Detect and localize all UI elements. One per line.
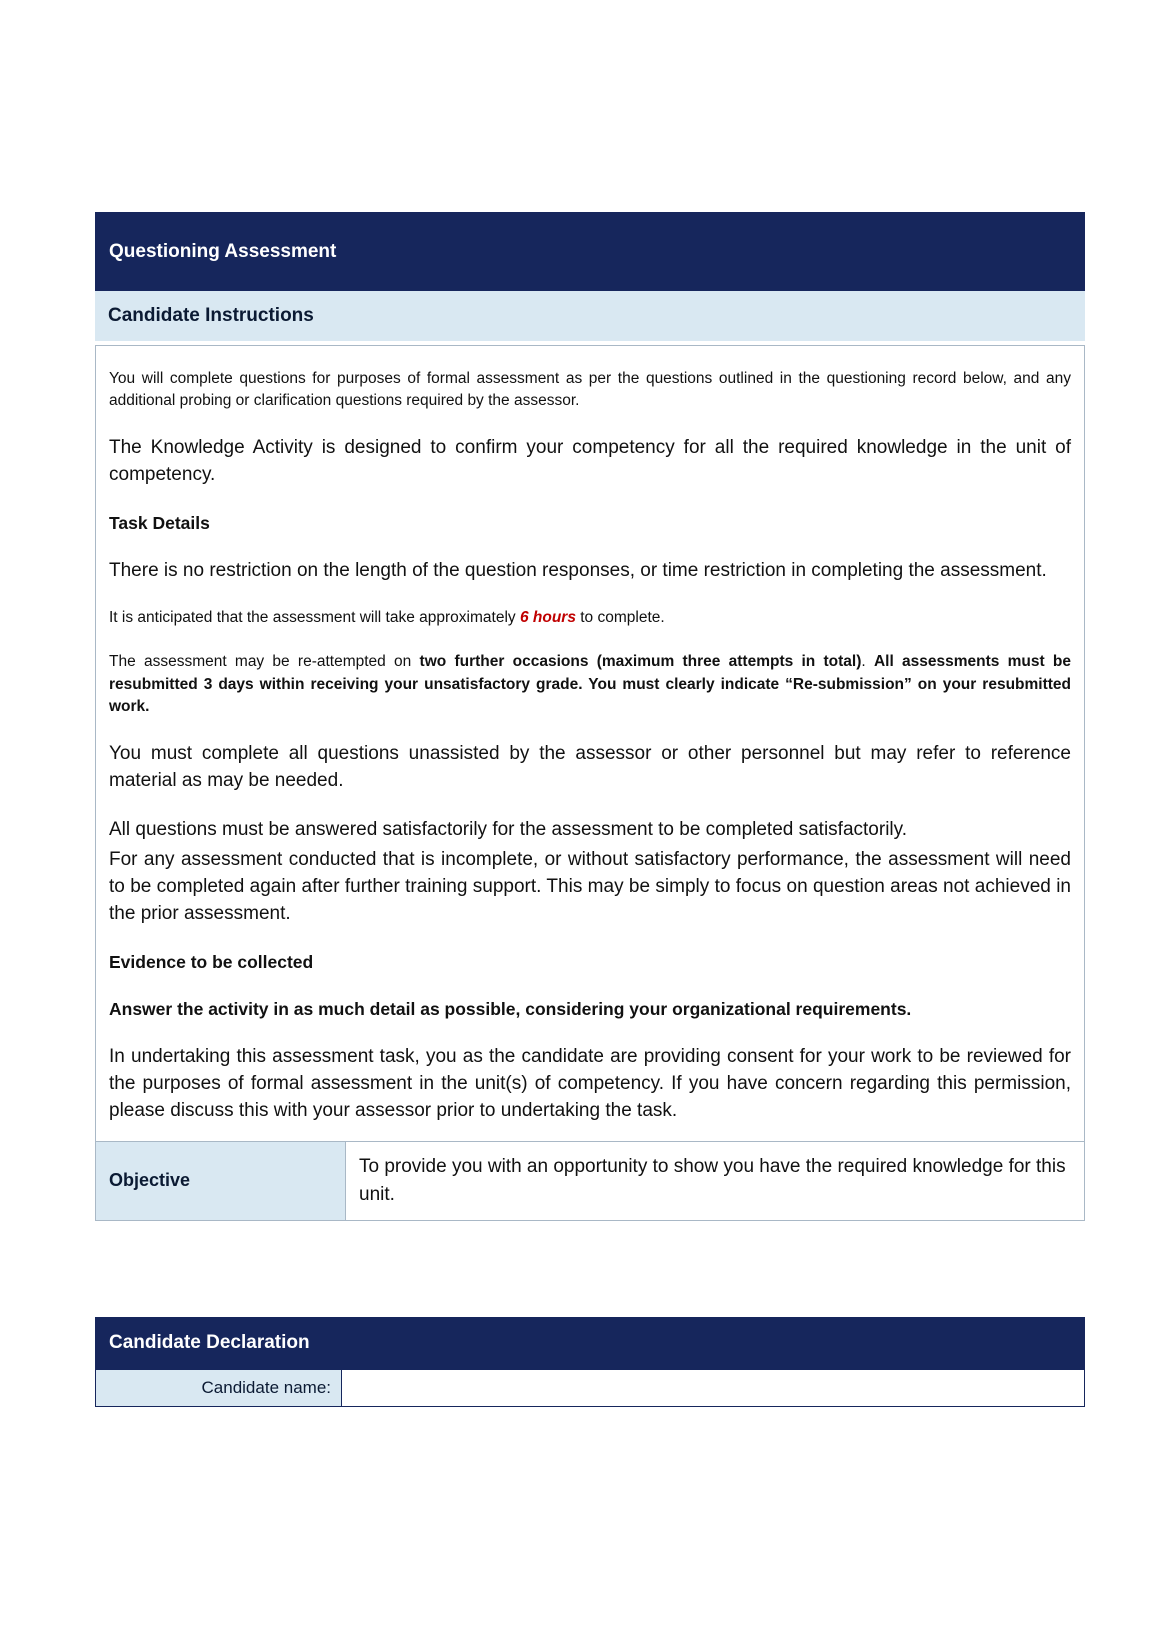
questioning-assessment-header: [95, 212, 1085, 291]
assessment-document: [95, 212, 1085, 1407]
objective-label-cell: [96, 1142, 346, 1220]
candidate-name-label: Candidate name:: [201, 1377, 331, 1397]
objective-row: [95, 1142, 1085, 1221]
questioning-assessment-title: Questioning Assessment: [109, 240, 337, 262]
instructions-paragraph-unassisted: You must complete all questions unassisted by the assessor or other personnel but may refer to reference material as may be needed.: [109, 742, 1071, 791]
instructions-paragraph-incomplete: For any assessment conducted that is incomplete, or without satisfactory performance, the assessment will need to be completed again after further training support. This may be simply to focus on question areas not achieved in the prior assessment.: [109, 849, 1071, 925]
task-details-heading: Task Details: [109, 512, 210, 533]
reattempt-text-pre: The assessment may be re-attempted on: [109, 653, 420, 671]
candidate-name-label-cell: [96, 1370, 342, 1406]
candidate-name-field[interactable]: [342, 1370, 1084, 1406]
reattempt-text-mid: .: [861, 653, 874, 671]
reattempt-emphasis-resubmission: All assessments must be resubmitted 3 days within receiving your unsatisfactory grade. You must clearly indicate “Re-submission” on your resubmitted work.: [109, 653, 1071, 716]
instructions-paragraph-reattempt: [109, 651, 1071, 718]
candidate-instructions-header: [95, 291, 1085, 341]
instructions-paragraph-answer-detail: Answer the activity in as much detail as possible, considering your organizational requirements.: [109, 999, 912, 1020]
duration-text-post: to complete.: [575, 608, 665, 626]
instructions-paragraph-knowledge-activity: The Knowledge Activity is designed to confirm your competency for all the required knowledge in the unit of competency.: [109, 436, 1071, 485]
duration-text-pre: It is anticipated that the assessment will take approximately: [109, 608, 520, 626]
reattempt-emphasis-occasions: two further occasions (maximum three attempts in total): [419, 653, 862, 671]
candidate-declaration-title: Candidate Declaration: [109, 1332, 310, 1354]
objective-label: Objective: [109, 1170, 191, 1191]
instructions-paragraph-overview: You will complete questions for purposes of formal assessment as per the questions outlined in the questioning record below, and any additional probing or clarification questions required by the assessor.: [109, 370, 1071, 410]
candidate-declaration-header: [95, 1317, 1085, 1370]
candidate-instructions-title: Candidate Instructions: [108, 305, 314, 326]
instructions-paragraph-consent: In undertaking this assessment task, you as the candidate are providing consent for your work to be reviewed for the purposes of formal assessment in the unit(s) of competency. If you have concern regarding this permission, please discuss this with your assessor prior to undertaking the task.: [109, 1046, 1071, 1121]
candidate-instructions-content: [95, 345, 1085, 1142]
candidate-declaration-section: [95, 1317, 1085, 1407]
instructions-paragraph-no-restriction: There is no restriction on the length of the question responses, or time restriction in completing the assessment.: [109, 559, 1047, 581]
duration-emphasis: 6 hours: [519, 608, 576, 626]
evidence-heading: Evidence to be collected: [109, 952, 314, 973]
instructions-paragraph-satisfactory: All questions must be answered satisfactorily for the assessment to be completed satisfactorily.: [109, 818, 908, 840]
instructions-paragraph-duration: [109, 607, 1071, 629]
objective-text-cell: [346, 1142, 1084, 1220]
candidate-name-row: [95, 1370, 1085, 1407]
objective-text: To provide you with an opportunity to show you have the required knowledge for this unit.: [359, 1156, 1066, 1205]
